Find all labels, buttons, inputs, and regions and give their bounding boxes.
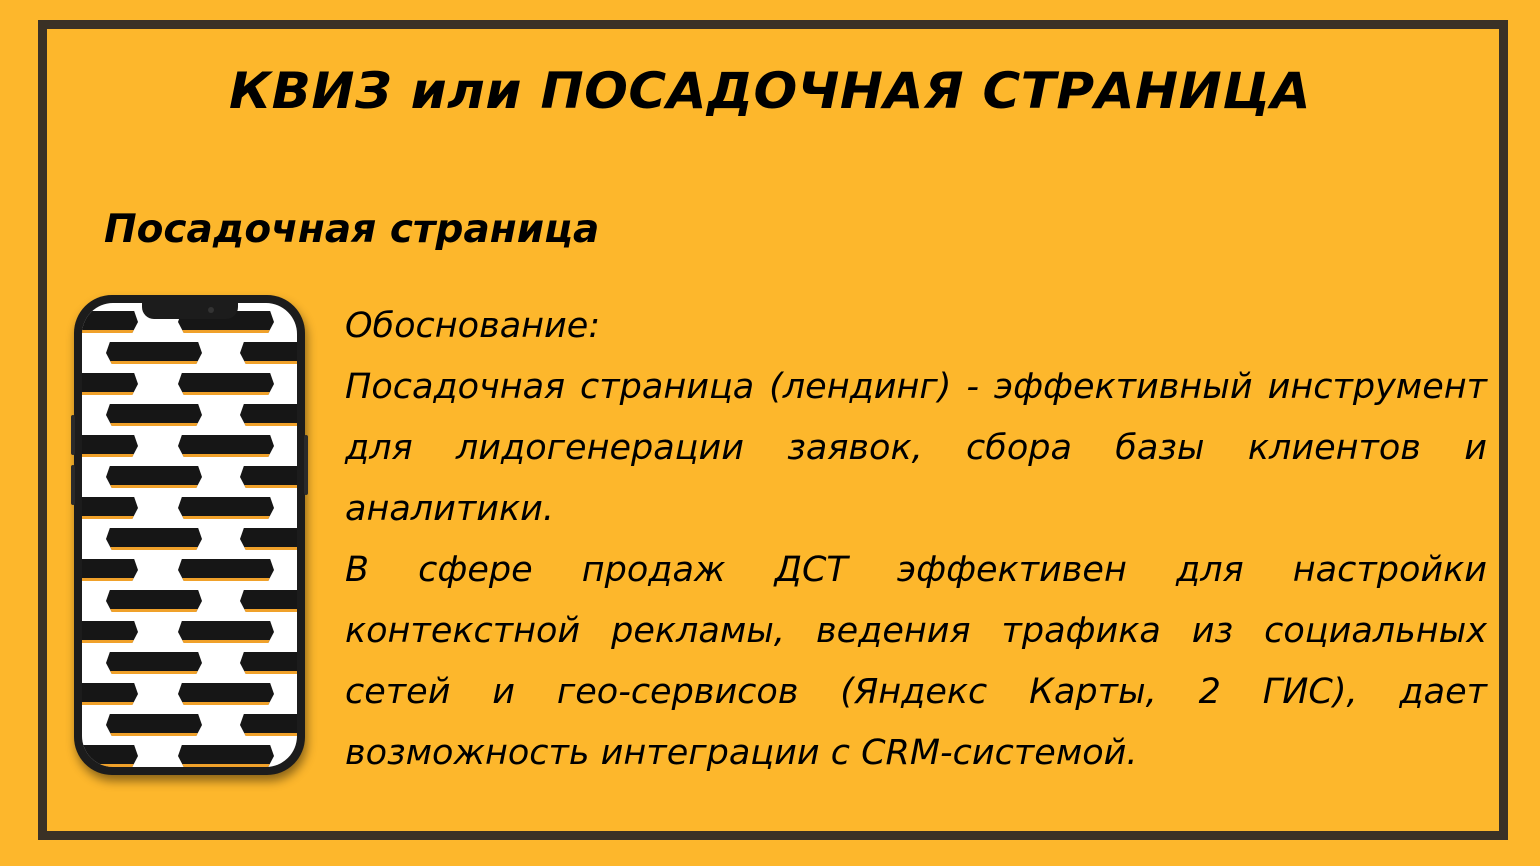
logo-tile (240, 466, 297, 488)
logo-tile (178, 559, 274, 581)
paragraph-landing-description: Посадочная страница (лендинг) - эффективный инструмент для лидогенерации заявок, сбора базы клиентов и аналитики. (345, 367, 1487, 529)
paragraph-sales-description: В сфере продаж ДСТ эффективен для настройки контекстной рекламы, ведения трафика из социальных сетей и гео-сервисов (Яндекс Карты, 2 ГИС), дает возможность интеграции с CRM-системой. (345, 550, 1487, 773)
slide-title: КВИЗ или ПОСАДОЧНАЯ СТРАНИЦА (229, 62, 1311, 120)
logo-tile (178, 621, 274, 643)
logo-tile (240, 404, 297, 426)
logo-tile (106, 342, 202, 364)
logo-tile (178, 435, 274, 457)
logo-tile (178, 497, 274, 519)
paragraph-heading: Обоснование: (345, 306, 601, 346)
logo-tile (82, 621, 138, 643)
phone-volume-button (71, 415, 75, 455)
body-text (345, 296, 1487, 784)
logo-tile (82, 373, 138, 395)
logo-tile (178, 745, 274, 767)
logo-pattern (82, 303, 297, 767)
section-subtitle: Посадочная страница (104, 207, 600, 252)
logo-tile (106, 466, 202, 488)
phone-volume-button (71, 465, 75, 505)
logo-tile (178, 373, 274, 395)
logo-tile (240, 342, 297, 364)
logo-tile (82, 497, 138, 519)
logo-tile (106, 652, 202, 674)
logo-tile (240, 528, 297, 550)
logo-tile (106, 404, 202, 426)
logo-tile (82, 559, 138, 581)
logo-tile (82, 683, 138, 705)
phone-mockup (74, 295, 305, 775)
camera-icon (208, 307, 214, 313)
logo-tile (240, 590, 297, 612)
logo-tile (106, 528, 202, 550)
logo-tile (82, 311, 138, 333)
logo-tile (178, 683, 274, 705)
phone-power-button (304, 435, 308, 495)
logo-tile (82, 435, 138, 457)
logo-tile (240, 714, 297, 736)
phone-notch (142, 303, 238, 319)
logo-tile (106, 590, 202, 612)
logo-tile (82, 745, 138, 767)
logo-tile (240, 652, 297, 674)
phone-screen (82, 303, 297, 767)
logo-tile (106, 714, 202, 736)
